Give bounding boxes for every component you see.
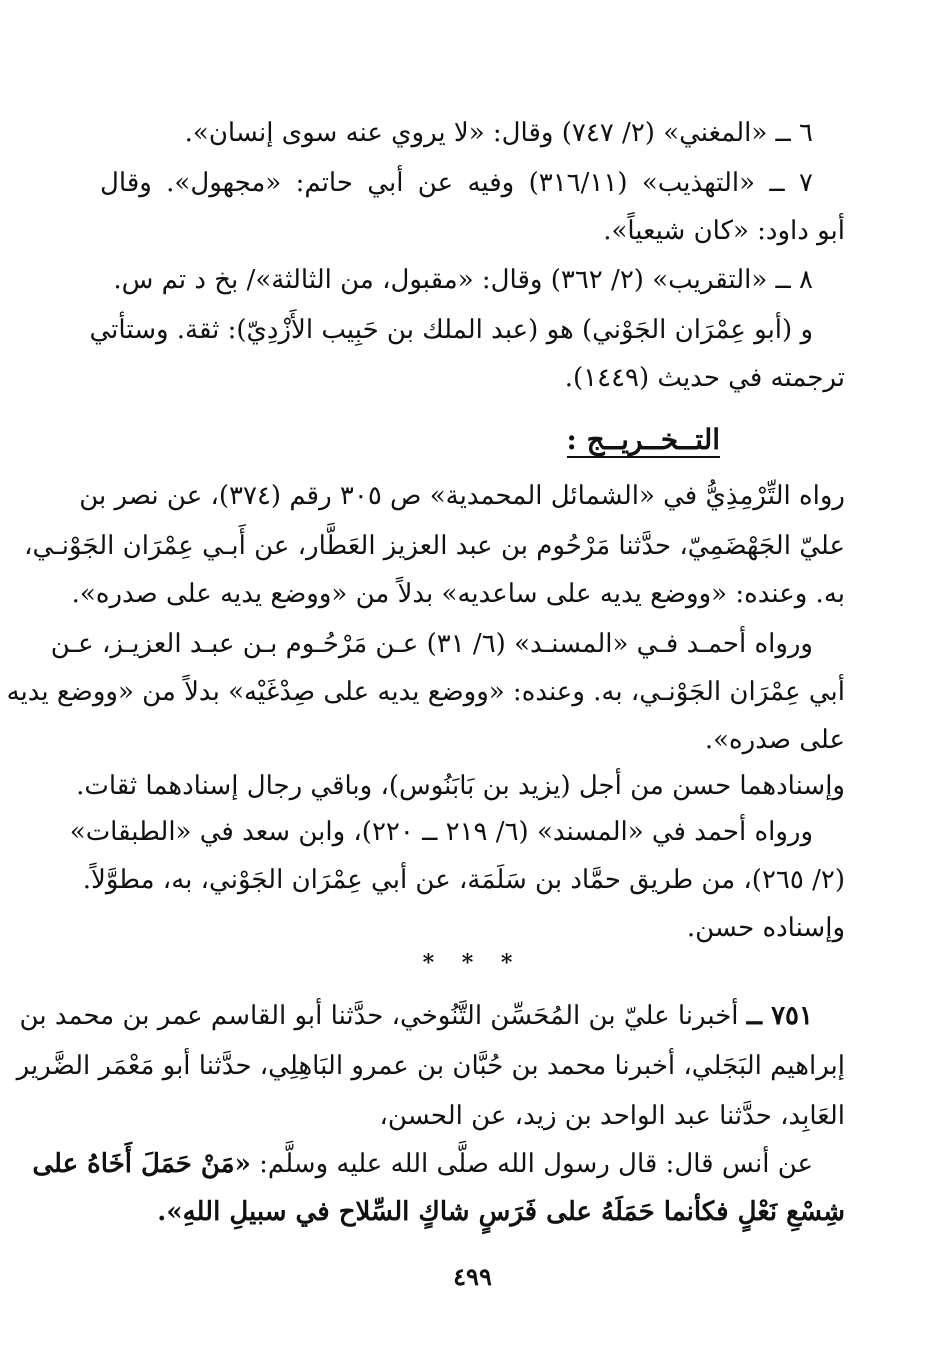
takhrij-p3: وإسنادهما حسن من أجل (يزيد بن بَابَنُوس)، وباقي رجال إسنادهما ثقات. — [76, 771, 845, 801]
takhrij-heading-text: التــخــريــج : — [566, 423, 720, 456]
takhrij-p4-line-3: وإسناده حسن. — [686, 913, 845, 943]
hadith-isnad-line-2: إبراهيم البَجَلي، أخبرنا محمد بن حُبَّان بن عمرو البَاهِلِي، حدَّثنا أبو مَعْمَر الضَّرير — [16, 1051, 845, 1081]
takhrij-p2-line-3: على صدره». — [704, 725, 845, 755]
hadith-isnad-line-3: العَابِد، حدَّثنا عبد الواحد بن زيد، عن الحسن، — [379, 1101, 845, 1131]
narrator-note-line-2: ترجمته في حديث (١٤٤٩). — [564, 363, 845, 393]
takhrij-p4-line-2: (٢/ ٢٦٥)، من طريق حمَّاد بن سَلَمَة، عن أبي عِمْرَان الجَوْني، به، مطوَّلاً. — [82, 865, 845, 895]
hadith-matn-line-1 — [32, 1144, 845, 1184]
hadith-matn-intro: عن أنس قال: قال رسول الله صلَّى الله عليه وسلَّم: — [259, 1149, 813, 1179]
hadith-matn-text-1: «مَنْ حَمَلَ أَخَاهُ على — [32, 1149, 251, 1179]
hadith-number: ٧٥١ ــ — [746, 1001, 813, 1031]
takhrij-p1-line-3: به. وعنده: «ووضع يديه على ساعديه» بدلاً من «ووضع يديه على صدره». — [71, 579, 845, 609]
takhrij-p4-line-1: ورواه أحمد في «المسند» (٦/ ٢١٩ ــ ٢٢٠)، وابن سعد في «الطبقات» — [69, 817, 813, 847]
takhrij-p1-line-2: عليّ الجَهْضَمِيّ، حدَّثنا مَرْحُوم بن عبد العزيز العَطَّار، عن أَبـي عِمْرَان الجَوْنـي، — [24, 531, 845, 561]
takhrij-p2-line-2: أبي عِمْرَان الجَوْنـي، به. وعنده: «ووضع يديه على صِدْغَيْه» بدلاً من «ووضع يديه — [6, 677, 845, 707]
footnote-6: ٦ ــ «المغني» (٢/ ٧٤٧) وقال: «لا يروي عنه سوى إنسان». — [184, 118, 813, 148]
footnote-7-line-2: أبو داود: «كان شيعياً». — [603, 216, 845, 246]
takhrij-heading — [567, 423, 720, 456]
takhrij-p1-line-1: رواه التِّرْمِذِيُّ في «الشمائل المحمدية» ص ٣٠٥ رقم (٣٧٤)، عن نصر بن — [79, 481, 845, 511]
takhrij-p2-line-1: ورواه أحمـد فـي «المسنـد» (٦/ ٣١) عـن مَرْحُـوم بـن عبـد العزيـز، عـن — [50, 629, 813, 659]
hadith-matn-line-2: شِسْعِ نَعْلٍ فكأنما حَمَلَهُ على فَرَسٍ شاكٍ السِّلاح في سبيلِ اللهِ». — [157, 1197, 845, 1227]
narrator-note-line-1: و (أبو عِمْرَان الجَوْني) هو (عبد الملك بن حَبِيب الأَزْدِيّ): ثقة. وستأتي — [89, 315, 813, 345]
hadith-isnad-text-1: أخبرنا عليّ بن المُحَسِّن التَّنُوخي، حدَّثنا أبو القاسم عمر بن محمد بن — [19, 1001, 739, 1031]
hadith-isnad-line-1 — [19, 996, 845, 1036]
footnote-8: ٨ ــ «التقريب» (٢/ ٣٦٢) وقال: «مقبول، من الثالثة»/ بخ د تم س. — [113, 265, 813, 295]
section-separator: * * * — [422, 950, 523, 976]
footnote-7-line-1: ٧ ــ «التهذيب» (٣١٦/١١) وفيه عن أبي حاتم: «مجهول». وقال — [100, 168, 813, 198]
page-number: ٤٩٩ — [453, 1262, 492, 1291]
